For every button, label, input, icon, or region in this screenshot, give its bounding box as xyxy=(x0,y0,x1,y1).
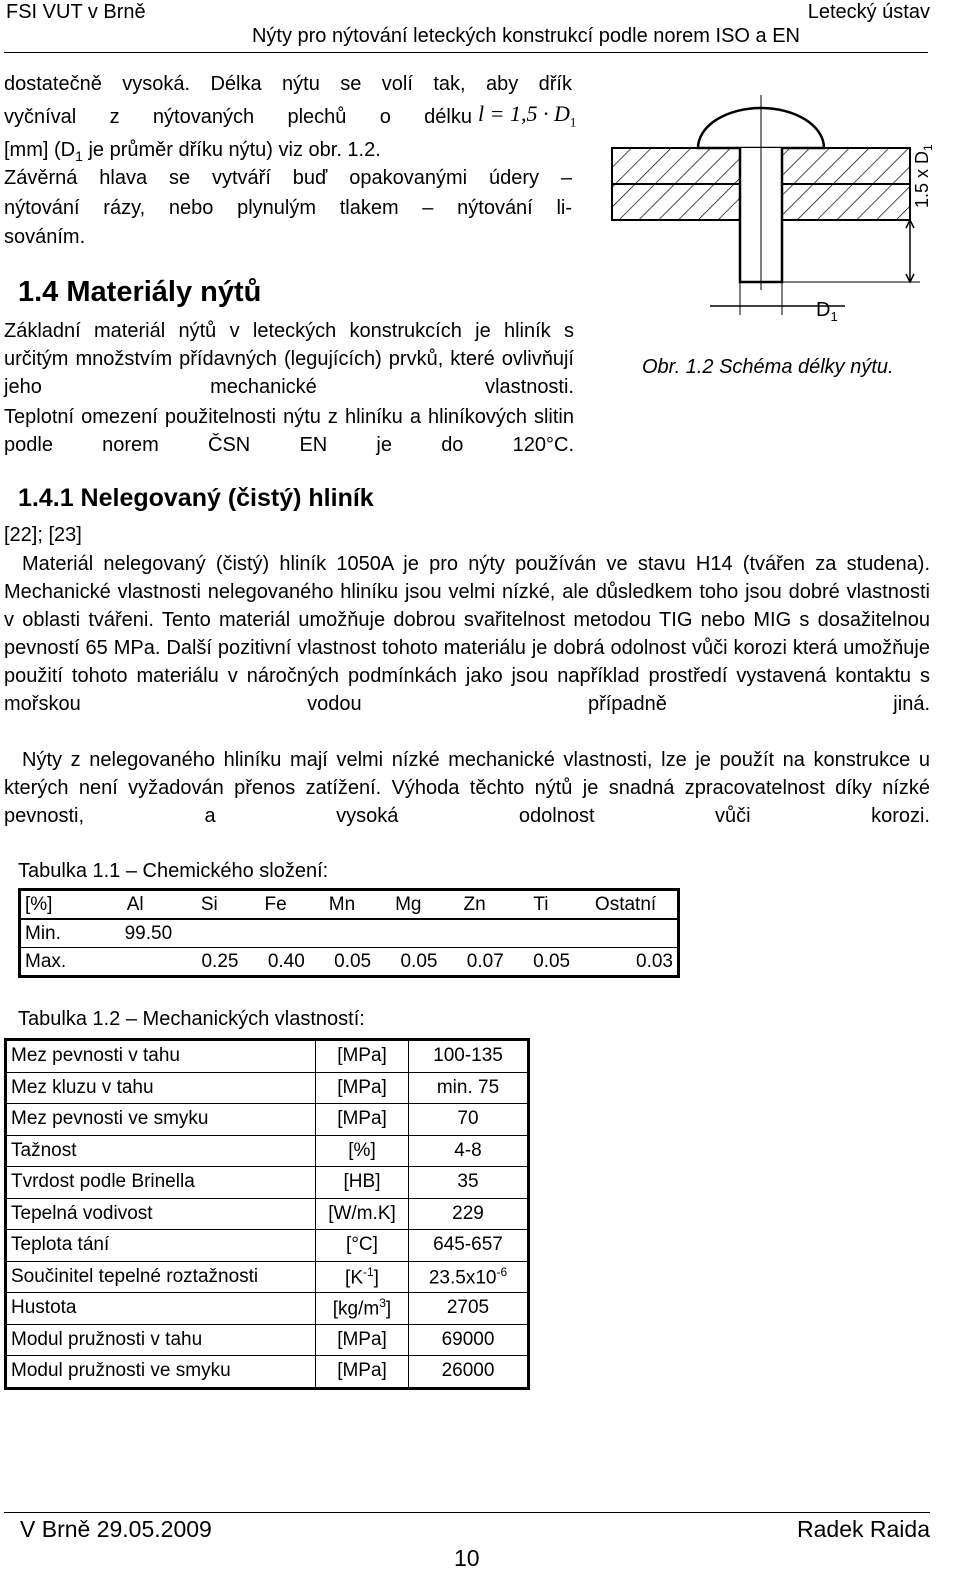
section-1-4-1-paragraph-1: Materiál nelegovaný (čistý) hliník 1050A je pro nýty používán ve stavu H14 (tvářen za studena). Mechanické vlastnosti nelegovaného hliníku jsou velmi nízké, ale důsledkem toho jsou dobré vlastnosti v oblasti tvářeni. Tento materiál umožňuje dobrou svařitelnost metodou TIG nebo MIG s dosažitelnou pevností 65 MPa. Další pozitivní vlastnost tohoto materiálu je dobrá odolnost vůči korozi která umožňuje použití tohoto materiálu v náročných podmínkách jako jsou například prostředí vystavená kontaktu s mořskou vodou případně jiná. xyxy=(4,553,930,715)
property-name: Teplota tání xyxy=(6,1230,316,1262)
unit-text-end: ] xyxy=(373,1266,379,1288)
header-subtitle: Nýty pro nýtování leteckých konstrukcí podle norem ISO a EN xyxy=(251,25,800,47)
table-cell xyxy=(441,919,507,948)
property-name: Mez kluzu v tahu xyxy=(6,1072,316,1104)
property-value: 69000 xyxy=(409,1324,529,1356)
unit-text: [kg/m xyxy=(332,1298,380,1320)
table-header-row xyxy=(20,890,679,920)
property-name: Tepelná vodivost xyxy=(6,1198,316,1230)
property-value: 2705 xyxy=(409,1293,529,1325)
property-value: 645-657 xyxy=(409,1230,529,1262)
table-row xyxy=(6,1040,529,1073)
footer-place-date: V Brně 29.05.2009 xyxy=(20,1516,212,1542)
table-header-cell: Mn xyxy=(309,890,375,920)
footer-rule xyxy=(4,1512,930,1513)
formula-main: l = 1,5 · D xyxy=(478,101,570,126)
intro-line-3a: [mm] (D xyxy=(4,139,76,161)
property-unit: [MPa] xyxy=(316,1324,409,1356)
unit-sup: 3 xyxy=(379,1296,386,1311)
property-unit: [°C] xyxy=(316,1230,409,1262)
table-row xyxy=(6,1167,529,1199)
value-text: 23.5x10 xyxy=(428,1266,497,1288)
property-unit: [%] xyxy=(316,1135,409,1167)
unit-text: [K xyxy=(345,1266,363,1288)
table-cell: 0.05 xyxy=(508,948,574,977)
intro-line-3-sub: 1 xyxy=(75,148,83,164)
property-unit xyxy=(316,1293,409,1325)
unit-text-end: ] xyxy=(385,1298,392,1320)
rivet-length-formula xyxy=(478,101,576,130)
rivet-length-diagram xyxy=(590,90,950,350)
property-value: 35 xyxy=(409,1167,529,1199)
table-header-cell: Al xyxy=(94,890,176,920)
property-value: 229 xyxy=(409,1198,529,1230)
intro-line-6: sováním. xyxy=(4,226,86,248)
property-unit: [MPa] xyxy=(316,1040,409,1073)
unit-sup: -1 xyxy=(363,1264,374,1279)
property-value: 26000 xyxy=(409,1356,529,1389)
table-cell xyxy=(508,919,574,948)
property-value xyxy=(409,1261,529,1293)
table-header-cell: Ti xyxy=(508,890,574,920)
intro-line-3b: je průměr dříku nýtu) viz obr. 1.2. xyxy=(82,139,381,161)
property-value: 4-8 xyxy=(409,1135,529,1167)
table-cell: 0.03 xyxy=(574,948,678,977)
table-row xyxy=(6,1324,529,1356)
table-header-cell: Si xyxy=(176,890,242,920)
value-sup: -6 xyxy=(496,1264,508,1279)
table-cell: 0.05 xyxy=(309,948,375,977)
table-cell xyxy=(176,919,242,948)
section-1-4-1-paragraph-2: Nýty z nelegovaného hliníku mají velmi nízké mechanické vlastnosti, lze je použít na konstrukce u kterých není vyžadován přenos zatížení. Výhoda těchto nýtů je snadná zpracovatelnost díky nízké pevnosti, a vysoká odolnost vůči korozi. xyxy=(4,749,930,827)
section-1-4-paragraph-1: Základní materiál nýtů v leteckých konstrukcích je hliník s určitým množstvím přídavných (legujících) prvků, které ovlivňují jeho mechanické vlastnosti. xyxy=(4,320,574,398)
intro-line-2 xyxy=(4,103,472,131)
table-header-cell: [%] xyxy=(20,890,95,920)
table-cell xyxy=(94,948,176,977)
header-rule xyxy=(4,52,928,53)
mechanical-properties-table xyxy=(4,1038,530,1390)
section-1-4-paragraph-2: Teplotní omezení použitelnosti nýtu z hliníku a hliníkových slitin podle norem ČSN EN je do 120°C. xyxy=(4,406,574,456)
section-heading-1-4: 1.4 Materiály nýtů xyxy=(18,276,262,308)
table-row xyxy=(20,919,679,948)
property-value: 70 xyxy=(409,1104,529,1136)
intro-line-1: dostatečně vysoká. Délka nýtu se volí tak, aby dřík xyxy=(4,73,572,95)
table-row xyxy=(6,1198,529,1230)
table-cell: 0.25 xyxy=(176,948,242,977)
property-unit: [MPa] xyxy=(316,1072,409,1104)
table-row xyxy=(6,1356,529,1389)
table-row xyxy=(6,1135,529,1167)
property-value: 100-135 xyxy=(409,1040,529,1073)
intro-line-4: Závěrná hlava se vytváří buď opakovanými údery – xyxy=(4,167,572,189)
table-cell xyxy=(574,919,678,948)
table-row xyxy=(6,1072,529,1104)
page-number: 10 xyxy=(454,1545,480,1571)
table-cell: 0.40 xyxy=(242,948,308,977)
table-header-cell: Zn xyxy=(441,890,507,920)
table-header-cell: Fe xyxy=(242,890,308,920)
formula-subscript: 1 xyxy=(569,114,577,130)
property-unit: [MPa] xyxy=(316,1356,409,1389)
table-cell: Min. xyxy=(20,919,95,948)
table-2-caption: Tabulka 1.2 – Mechanických vlastností: xyxy=(18,1008,365,1030)
table-row xyxy=(6,1293,529,1325)
property-unit: [HB] xyxy=(316,1167,409,1199)
property-name: Mez pevnosti ve smyku xyxy=(6,1104,316,1136)
table-cell xyxy=(242,919,308,948)
table-cell: 99.50 xyxy=(94,919,176,948)
property-name: Modul pružnosti v tahu xyxy=(6,1324,316,1356)
intro-line-2-text: vyčníval z nýtovaných plechů o délku xyxy=(4,106,472,128)
table-header-cell: Mg xyxy=(375,890,441,920)
footer-author: Radek Raida xyxy=(797,1516,930,1542)
chemical-composition-table xyxy=(18,888,680,978)
dim-label-diameter: $D_1$ xyxy=(816,299,838,324)
property-value: min. 75 xyxy=(409,1072,529,1104)
property-unit: [MPa] xyxy=(316,1104,409,1136)
table-row xyxy=(6,1261,529,1293)
property-name: Tažnost xyxy=(6,1135,316,1167)
figure-caption: Obr. 1.2 Schéma délky nýtu. xyxy=(642,356,894,378)
property-name: Modul pružnosti ve smyku xyxy=(6,1356,316,1389)
table-row xyxy=(6,1104,529,1136)
property-name: Tvrdost podle Brinella xyxy=(6,1167,316,1199)
table-row xyxy=(20,948,679,977)
header-institution: FSI VUT v Brně xyxy=(6,1,146,23)
header-department: Letecký ústav xyxy=(807,1,930,23)
table-row xyxy=(6,1230,529,1262)
section-references: [22]; [23] xyxy=(4,524,82,546)
table-cell xyxy=(375,919,441,948)
property-name: Součinitel tepelné roztažnosti xyxy=(6,1261,316,1293)
table-1-caption: Tabulka 1.1 – Chemického složení: xyxy=(18,860,329,882)
intro-line-5: nýtování rázy, nebo plynulým tlakem – nýtování li- xyxy=(4,197,572,219)
table-cell: 0.05 xyxy=(375,948,441,977)
table-cell: Max. xyxy=(20,948,95,977)
property-name: Mez pevnosti v tahu xyxy=(6,1040,316,1073)
dim-label-length: 1.5 x $D_1$ xyxy=(912,144,935,208)
table-cell xyxy=(309,919,375,948)
table-header-cell: Ostatní xyxy=(574,890,678,920)
section-heading-1-4-1: 1.4.1 Nelegovaný (čistý) hliník xyxy=(18,484,374,512)
property-name: Hustota xyxy=(6,1293,316,1325)
table-cell: 0.07 xyxy=(441,948,507,977)
property-unit: [W/m.K] xyxy=(316,1198,409,1230)
property-unit xyxy=(316,1261,409,1293)
